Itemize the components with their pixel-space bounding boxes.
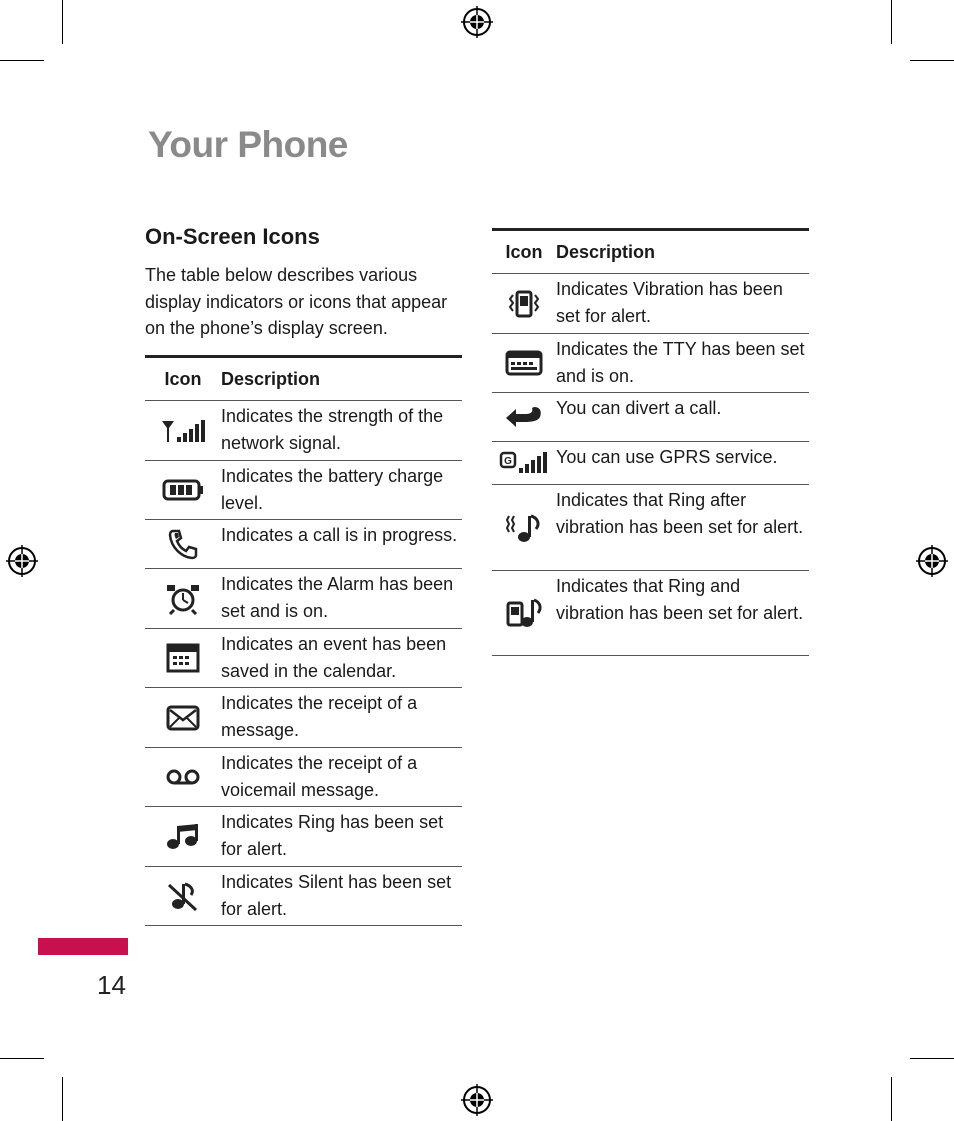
description-cell: Indicates that Ring and vibration has been set for alert. bbox=[556, 571, 809, 656]
icon-column-header: Icon bbox=[492, 230, 556, 274]
description-cell: You can use GPRS service. bbox=[556, 442, 809, 485]
icon-cell bbox=[145, 569, 221, 629]
description-cell: Indicates the battery charge level. bbox=[221, 461, 462, 520]
description-cell: Indicates the strength of the network signal. bbox=[221, 401, 462, 461]
description-cell: Indicates the Alarm has been set and is on. bbox=[221, 569, 462, 629]
description-cell: Indicates the TTY has been set and is on. bbox=[556, 334, 809, 393]
registration-mark-icon bbox=[6, 545, 38, 577]
icon-cell bbox=[145, 807, 221, 867]
icons-table-right bbox=[492, 228, 809, 656]
description-cell: Indicates the receipt of a message. bbox=[221, 688, 462, 748]
table-row bbox=[145, 401, 462, 461]
table-row bbox=[145, 867, 462, 926]
icon-cell bbox=[492, 485, 556, 571]
table-row bbox=[492, 442, 809, 485]
table-header-row bbox=[145, 357, 462, 401]
trim-mark bbox=[0, 1058, 44, 1059]
description-column-header: Description bbox=[556, 230, 809, 274]
table-header-row bbox=[492, 230, 809, 274]
icon-cell bbox=[492, 334, 556, 393]
table-row bbox=[145, 807, 462, 867]
trim-mark bbox=[891, 0, 892, 44]
registration-mark-icon bbox=[461, 1084, 493, 1116]
message-icon bbox=[166, 704, 200, 732]
page-tab-marker bbox=[38, 938, 128, 955]
icon-column-header: Icon bbox=[145, 357, 221, 401]
description-cell: Indicates Silent has been set for alert. bbox=[221, 867, 462, 926]
icon-cell bbox=[145, 867, 221, 926]
battery-icon bbox=[162, 477, 204, 503]
page-number: 14 bbox=[97, 970, 126, 1000]
table-row bbox=[492, 334, 809, 393]
trim-mark bbox=[62, 1077, 63, 1121]
trim-mark bbox=[62, 0, 63, 44]
table-row bbox=[492, 393, 809, 442]
registration-mark-icon bbox=[461, 6, 493, 38]
description-cell: You can divert a call. bbox=[556, 393, 809, 442]
description-cell: Indicates an event has been saved in the calendar. bbox=[221, 629, 462, 688]
gprs-icon bbox=[499, 451, 549, 475]
trim-mark bbox=[910, 60, 954, 61]
description-cell: Indicates the receipt of a voicemail message. bbox=[221, 748, 462, 807]
vibration-icon bbox=[505, 289, 543, 319]
icon-cell bbox=[145, 461, 221, 520]
icon-cell bbox=[145, 688, 221, 748]
voicemail-icon bbox=[166, 767, 200, 787]
description-cell: Indicates Ring has been set for alert. bbox=[221, 807, 462, 867]
description-cell: Indicates that Ring after vibration has been set for alert. bbox=[556, 485, 809, 571]
icon-cell bbox=[492, 274, 556, 334]
silent-icon bbox=[166, 880, 200, 912]
signal-strength-icon bbox=[160, 418, 206, 444]
svg-text:G: G bbox=[504, 456, 512, 467]
calendar-icon bbox=[166, 643, 200, 673]
description-cell: Indicates a call is in progress. bbox=[221, 520, 462, 569]
page-title: Your Phone bbox=[148, 124, 348, 165]
table-row bbox=[492, 485, 809, 571]
ring-and-vibration-icon bbox=[505, 597, 543, 629]
description-cell: Indicates Vibration has been set for alert. bbox=[556, 274, 809, 334]
tty-icon bbox=[505, 349, 543, 377]
table-row bbox=[145, 748, 462, 807]
table-row bbox=[145, 520, 462, 569]
ring-icon bbox=[165, 822, 201, 852]
ring-after-vibration-icon bbox=[505, 512, 543, 544]
icon-cell bbox=[145, 629, 221, 688]
table-row bbox=[492, 274, 809, 334]
call-in-progress-icon bbox=[167, 528, 199, 560]
icon-cell bbox=[145, 748, 221, 807]
trim-mark bbox=[910, 1058, 954, 1059]
section-heading: On-Screen Icons bbox=[145, 224, 320, 249]
trim-mark bbox=[0, 60, 44, 61]
table-row bbox=[145, 461, 462, 520]
icon-cell bbox=[145, 520, 221, 569]
registration-mark-icon bbox=[916, 545, 948, 577]
table-row bbox=[145, 688, 462, 748]
icons-table-left bbox=[145, 355, 462, 926]
icon-cell bbox=[145, 401, 221, 461]
table-row bbox=[145, 569, 462, 629]
table-row bbox=[145, 629, 462, 688]
description-column-header: Description bbox=[221, 357, 462, 401]
alarm-icon bbox=[165, 583, 201, 615]
intro-paragraph: The table below describes various display indicators or icons that appear on the phone’s display screen. bbox=[145, 265, 448, 338]
icon-cell bbox=[492, 571, 556, 656]
icon-cell bbox=[492, 393, 556, 442]
table-row bbox=[492, 571, 809, 656]
trim-mark bbox=[891, 1077, 892, 1121]
call-divert-icon bbox=[504, 403, 544, 431]
icon-cell bbox=[492, 442, 556, 485]
